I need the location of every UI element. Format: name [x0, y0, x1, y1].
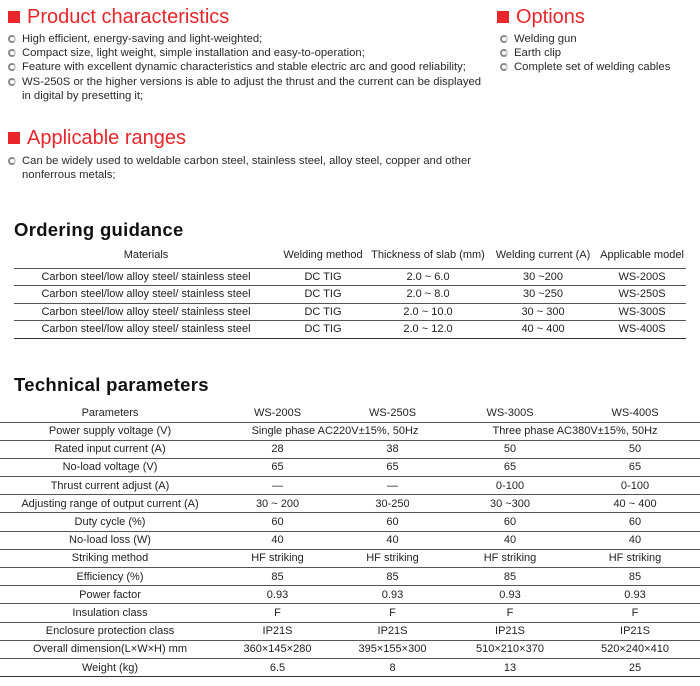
table-cell: 30 ~250: [488, 286, 598, 304]
table-cell: WS-250S: [598, 286, 686, 304]
applicable-ranges-title: Applicable ranges: [27, 127, 186, 149]
table-cell: Thrust current adjust (A): [0, 477, 220, 495]
column-header: WS-200S: [220, 404, 335, 422]
table-cell: Striking method: [0, 549, 220, 567]
table-cell: F: [335, 604, 450, 622]
table-row: [0, 531, 700, 549]
red-square-icon: [497, 11, 509, 23]
table-cell: Three phase AC380V±15%, 50Hz: [450, 422, 700, 440]
table-row: [0, 640, 700, 658]
table-cell: Enclosure protection class: [0, 622, 220, 640]
table-cell: 2.0 ~ 10.0: [368, 303, 488, 321]
table-row: [0, 458, 700, 476]
bullet-icon: [8, 63, 16, 71]
table-cell: Power supply voltage (V): [0, 422, 220, 440]
column-header: Parameters: [0, 404, 220, 422]
table-cell: WS-400S: [598, 321, 686, 339]
table-cell: 60: [220, 513, 335, 531]
table-cell: 65: [570, 458, 700, 476]
table-cell: 65: [450, 458, 570, 476]
table-cell: DC TIG: [278, 303, 368, 321]
column-header: Thickness of slab (mm): [368, 243, 488, 268]
list-item: Earth clip: [500, 46, 695, 60]
table-row: [0, 586, 700, 604]
table-cell: Power factor: [0, 586, 220, 604]
table-cell: 6.5: [220, 658, 335, 676]
table-cell: IP21S: [570, 622, 700, 640]
bullet-icon: [500, 49, 508, 57]
table-cell: DC TIG: [278, 286, 368, 304]
table-cell: Overall dimension(L×W×H) mm: [0, 640, 220, 658]
table-cell: —: [335, 477, 450, 495]
table-cell: IP21S: [450, 622, 570, 640]
column-header: Welding method: [278, 243, 368, 268]
table-cell: F: [570, 604, 700, 622]
ordering-guidance-table: [14, 243, 686, 339]
table-cell: 60: [335, 513, 450, 531]
red-square-icon: [8, 132, 20, 144]
table-header-row: [0, 404, 700, 422]
red-square-icon: [8, 11, 20, 23]
table-cell: 0.93: [570, 586, 700, 604]
table-cell: 0-100: [570, 477, 700, 495]
column-header: Welding current (A): [488, 243, 598, 268]
table-cell: F: [220, 604, 335, 622]
table-cell: 0-100: [450, 477, 570, 495]
applicable-ranges-list: [8, 154, 486, 182]
table-cell: 2.0 ~ 8.0: [368, 286, 488, 304]
list-item: Feature with excellent dynamic characteristics and stable electric arc and good reliability;: [8, 60, 486, 74]
table-cell: Carbon steel/low alloy steel/ stainless steel: [14, 268, 278, 286]
table-cell: 2.0 ~ 12.0: [368, 321, 488, 339]
column-header: WS-300S: [450, 404, 570, 422]
table-cell: WS-200S: [598, 268, 686, 286]
options-heading: [497, 7, 585, 27]
table-cell: Carbon steel/low alloy steel/ stainless steel: [14, 303, 278, 321]
table-row: [0, 568, 700, 586]
table-row: [14, 268, 686, 286]
table-cell: 40 ~ 400: [488, 321, 598, 339]
table-cell: 85: [220, 568, 335, 586]
table-cell: 395×155×300: [335, 640, 450, 658]
table-cell: Carbon steel/low alloy steel/ stainless steel: [14, 286, 278, 304]
table-cell: 8: [335, 658, 450, 676]
technical-parameters-table: [0, 404, 700, 677]
table-cell: Carbon steel/low alloy steel/ stainless steel: [14, 321, 278, 339]
table-cell: IP21S: [220, 622, 335, 640]
product-characteristics-heading: [8, 7, 229, 27]
table-cell: 85: [570, 568, 700, 586]
bullet-icon: [8, 49, 16, 57]
table-cell: Duty cycle (%): [0, 513, 220, 531]
table-cell: HF striking: [570, 549, 700, 567]
table-cell: 28: [220, 440, 335, 458]
table-cell: Insulation class: [0, 604, 220, 622]
table-row: [0, 495, 700, 513]
table-cell: 30 ~200: [488, 268, 598, 286]
column-header: Applicable model: [598, 243, 686, 268]
table-cell: 30 ~ 300: [488, 303, 598, 321]
table-cell: 38: [335, 440, 450, 458]
technical-parameters-title: Technical parameters: [14, 374, 209, 395]
table-cell: Rated input current (A): [0, 440, 220, 458]
table-cell: 40 ~ 400: [570, 495, 700, 513]
table-row: [0, 622, 700, 640]
table-cell: Single phase AC220V±15%, 50Hz: [220, 422, 450, 440]
table-cell: 40: [450, 531, 570, 549]
table-cell: 0.93: [335, 586, 450, 604]
table-cell: 85: [450, 568, 570, 586]
table-cell: 60: [570, 513, 700, 531]
table-row: [14, 303, 686, 321]
table-cell: 0.93: [450, 586, 570, 604]
bullet-icon: [8, 157, 16, 165]
table-cell: 40: [335, 531, 450, 549]
table-cell: 520×240×410: [570, 640, 700, 658]
table-cell: 40: [220, 531, 335, 549]
table-cell: 30 ~ 200: [220, 495, 335, 513]
table-cell: —: [220, 477, 335, 495]
column-header: WS-400S: [570, 404, 700, 422]
table-cell: Efficiency (%): [0, 568, 220, 586]
table-cell: 25: [570, 658, 700, 676]
table-row: [14, 286, 686, 304]
table-cell: 30-250: [335, 495, 450, 513]
list-item: Welding gun: [500, 32, 695, 46]
table-cell: 2.0 ~ 6.0: [368, 268, 488, 286]
table-cell: 65: [220, 458, 335, 476]
table-row: [0, 604, 700, 622]
table-cell: F: [450, 604, 570, 622]
product-characteristics-list: [8, 32, 486, 103]
table-cell: 50: [570, 440, 700, 458]
table-row: [0, 658, 700, 676]
list-item: WS-250S or the higher versions is able to adjust the thrust and the current can be displayed in digital by presetting it;: [8, 75, 486, 103]
table-cell: HF striking: [335, 549, 450, 567]
table-cell: HF striking: [450, 549, 570, 567]
bullet-icon: [8, 78, 16, 86]
table-cell: No-load loss (W): [0, 531, 220, 549]
options-list: [500, 32, 695, 75]
table-row: [14, 321, 686, 339]
table-cell: 85: [335, 568, 450, 586]
table-cell: Adjusting range of output current (A): [0, 495, 220, 513]
table-cell: 40: [570, 531, 700, 549]
column-header: WS-250S: [335, 404, 450, 422]
table-cell: 50: [450, 440, 570, 458]
bullet-icon: [500, 63, 508, 71]
table-row: [0, 440, 700, 458]
table-row: [0, 549, 700, 567]
table-cell: 510×210×370: [450, 640, 570, 658]
table-cell: IP21S: [335, 622, 450, 640]
options-title: Options: [516, 6, 585, 28]
list-item: Compact size, light weight, simple installation and easy-to-operation;: [8, 46, 486, 60]
table-row: [0, 513, 700, 531]
table-cell: 360×145×280: [220, 640, 335, 658]
table-header-row: [14, 243, 686, 268]
table-row: [0, 477, 700, 495]
ordering-guidance-title: Ordering guidance: [14, 219, 184, 240]
table-cell: 65: [335, 458, 450, 476]
table-row: [0, 422, 700, 440]
table-cell: Weight (kg): [0, 658, 220, 676]
table-cell: 0.93: [220, 586, 335, 604]
bullet-icon: [500, 35, 508, 43]
list-item: Complete set of welding cables: [500, 60, 695, 74]
list-item: High efficient, energy-saving and light-weighted;: [8, 32, 486, 46]
table-cell: 60: [450, 513, 570, 531]
table-cell: HF striking: [220, 549, 335, 567]
table-cell: DC TIG: [278, 268, 368, 286]
applicable-ranges-heading: [8, 128, 186, 148]
bullet-icon: [8, 35, 16, 43]
table-cell: 30 ~300: [450, 495, 570, 513]
table-cell: No-load voltage (V): [0, 458, 220, 476]
column-header: Materials: [14, 243, 278, 268]
list-item: Can be widely used to weldable carbon steel, stainless steel, alloy steel, copper and other nonferrous metals;: [8, 154, 486, 182]
table-cell: 13: [450, 658, 570, 676]
product-characteristics-title: Product characteristics: [27, 6, 230, 28]
table-cell: DC TIG: [278, 321, 368, 339]
table-cell: WS-300S: [598, 303, 686, 321]
